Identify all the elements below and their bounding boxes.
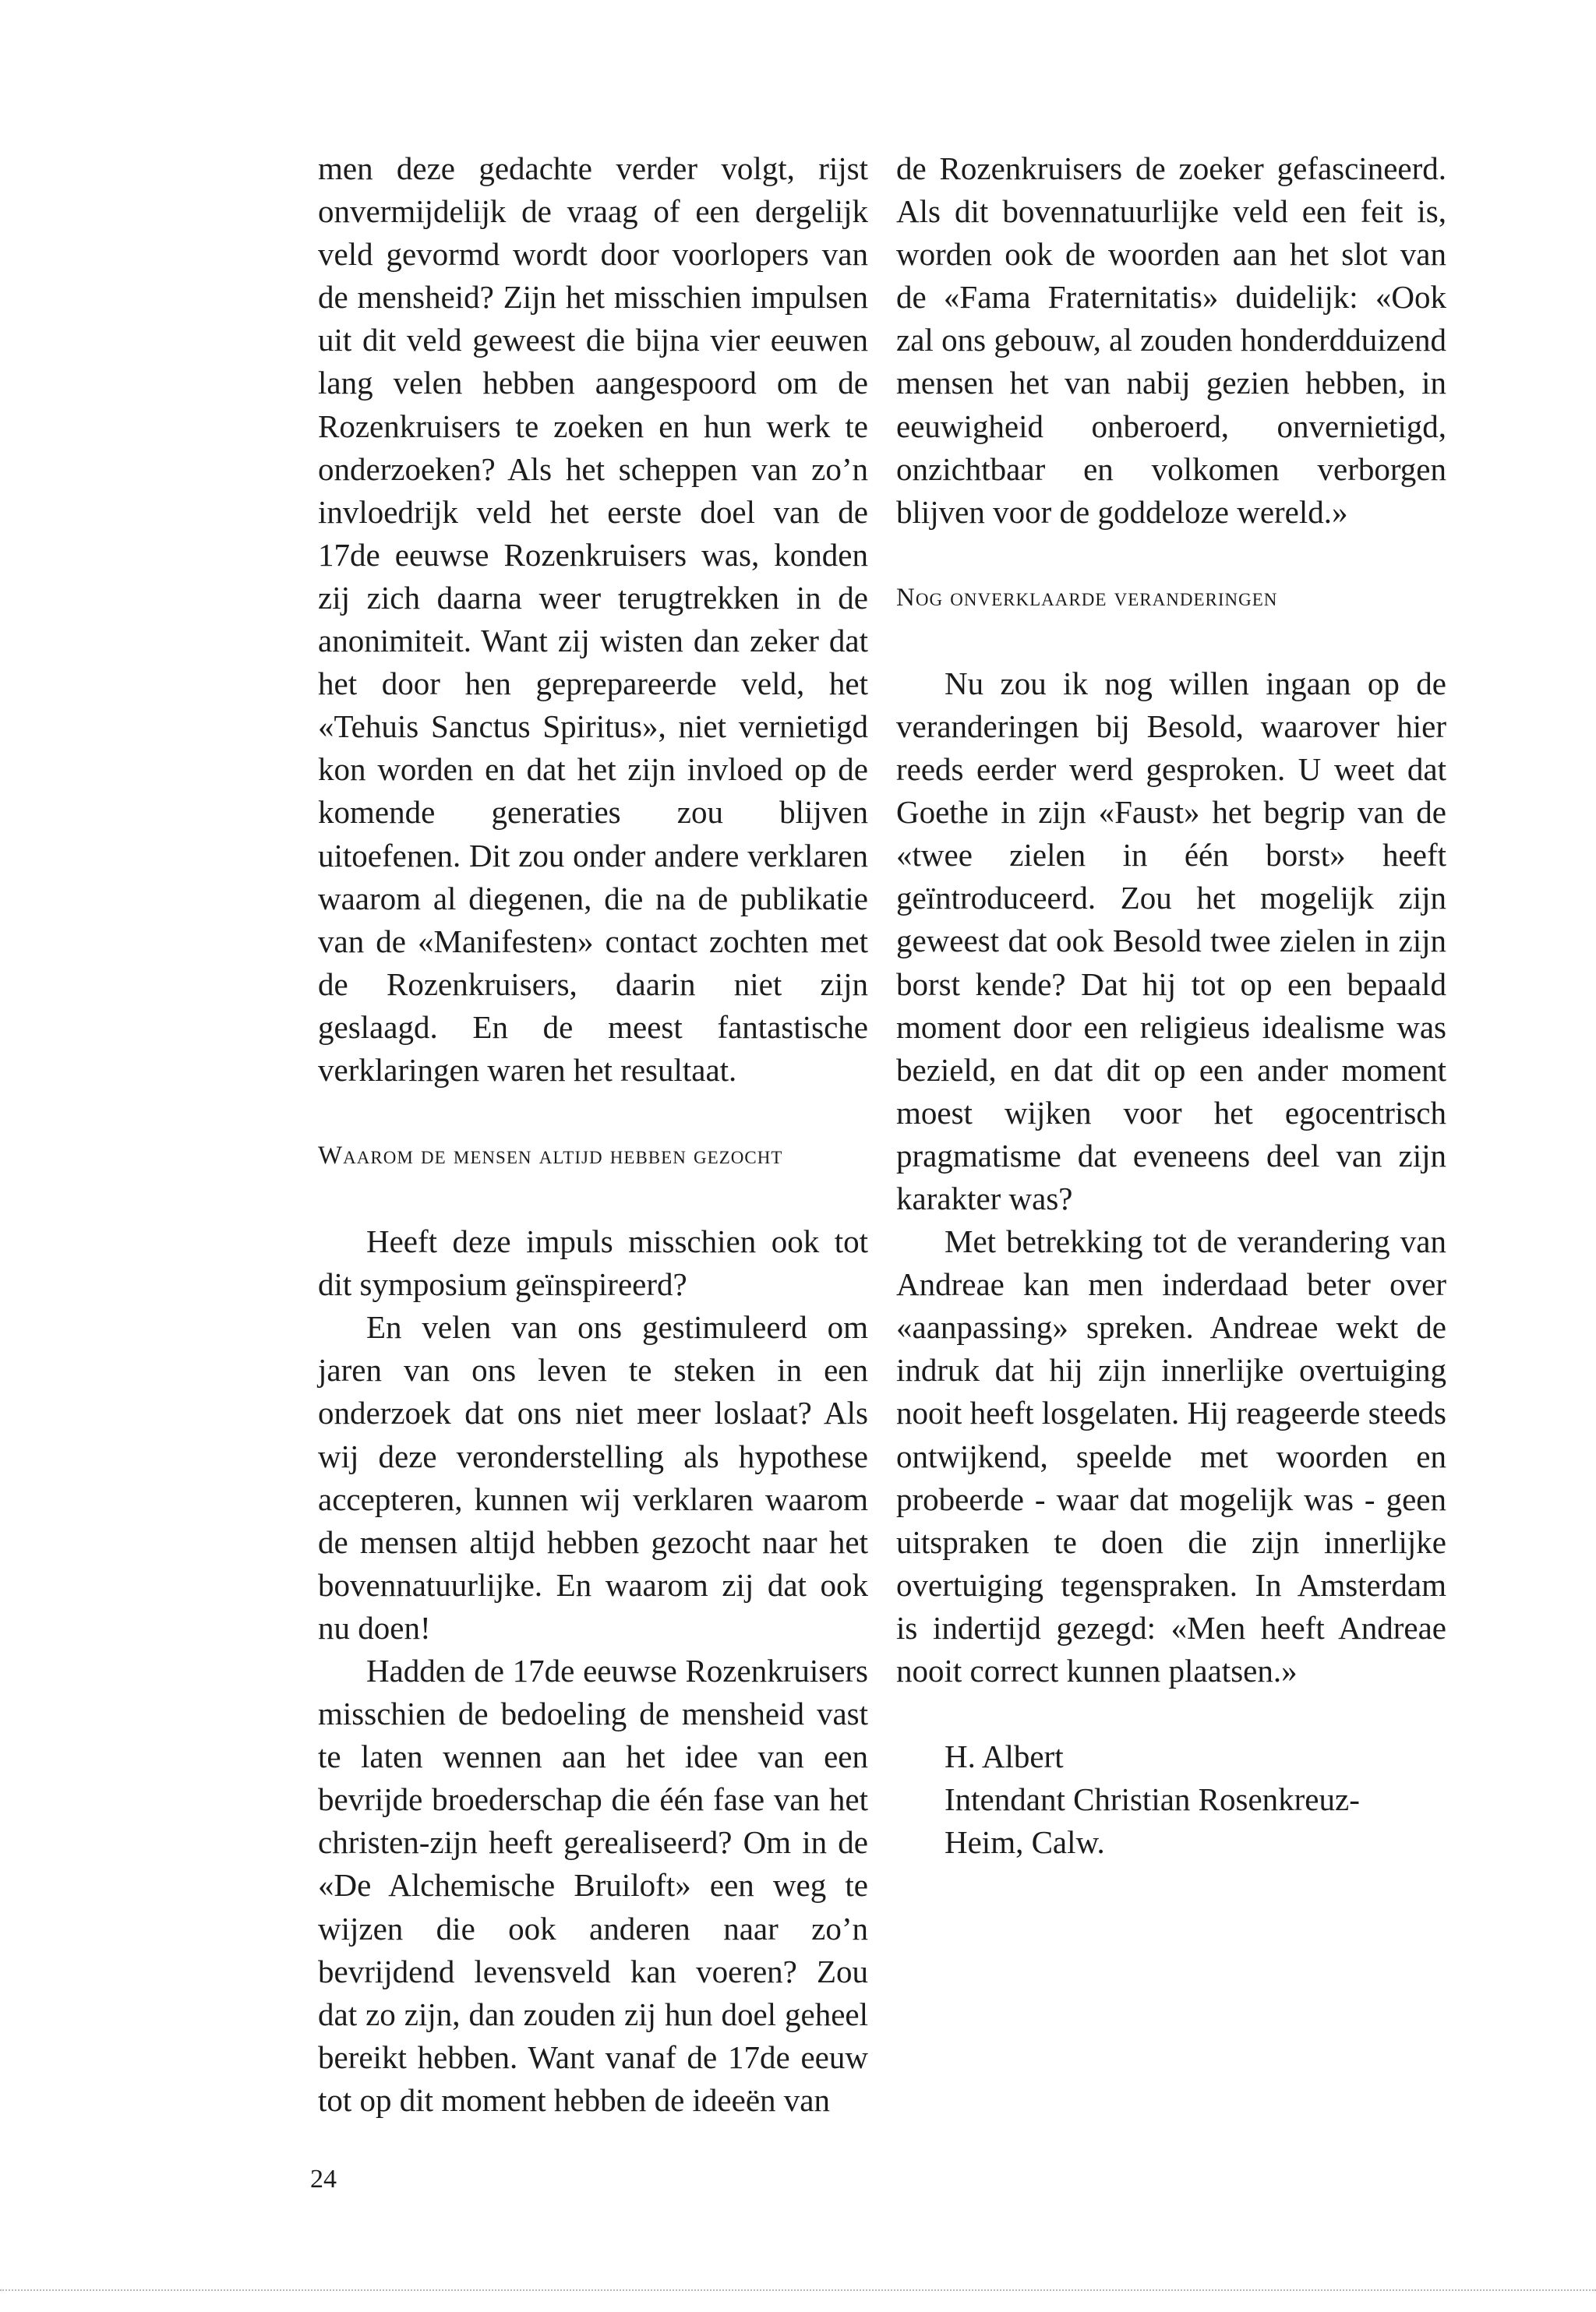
right-column (896, 147, 1446, 1864)
signature-name: H. Albert (945, 1738, 1064, 1775)
section-heading-left: Waarom de mensen altijd hebben gezocht (318, 1142, 783, 1170)
left-paragraph-2: Heeft deze impuls misschien ook tot dit symposium geïnspireerd? (318, 1223, 868, 1303)
right-paragraph-2: Nu zou ik nog willen ingaan op de veranderingen bij Besold, waarover hier reeds eerder werd gesproken. U weet dat Goethe in zijn «Faust» het begrip van de «twee zielen in één borst» heeft geïntroduceerd. Zou het mogelijk zijn geweest dat ook Besold twee zielen in zijn borst kende? Dat hij tot op een bepaald moment door een religieus idealisme was bezield, en dat dit op een ander moment moest wijken voor het egocentrisch pragmatisme dat eveneens deel van zijn karakter was? (896, 665, 1446, 1216)
bottom-divider (0, 2289, 1596, 2291)
signature-title-line-1: Intendant Christian Rosenkreuz- (945, 1781, 1360, 1818)
left-paragraph-1: men deze gedachte verder volgt, rijst onvermijdelijk de vraag of een dergelijk veld gevormd wordt door voorlopers van de mensheid? Zijn het misschien impulsen uit dit veld geweest die bijna vier eeuwen lang velen hebben aangespoord om de Rozenkruisers te zoeken en hun werk te onderzoeken? Als het scheppen van zo’n invloedrijk veld het eerste doel van de 17de eeuwse Rozenkruisers was, konden zij zich daarna weer terugtrekken in de anonimiteit. Want zij wisten dan zeker dat het door hen geprepareerde veld, het «Tehuis Sanctus Spiritus», niet vernietigd kon worden en dat het zijn invloed op de komende generaties zou blijven uitoefenen. Dit zou onder andere verklaren waarom al diegenen, die na de publikatie van de «Manifesten» contact zochten met de Rozenkruisers, daarin niet zijn geslaagd. En de meest fantastische verklaringen waren het resultaat. (318, 150, 868, 1088)
section-heading-right: Nog onverklaarde veranderingen (896, 583, 1278, 612)
signature-block (896, 1735, 1446, 1864)
left-paragraph-4: Hadden de 17de eeuwse Rozenkruisers misschien de bedoeling de mensheid vast te laten wennen aan het idee van een bevrijde broederschap die één fase van het christen-zijn heeft gerealiseerd? Om in de «De Alchemische Bruiloft» een weg te wijzen die ook anderen naar zo’n bevrijdend levensveld kan voeren? Zou dat zo zijn, dan zouden zij hun doel geheel bereikt hebben. Want vanaf de 17de eeuw tot op dit moment hebben de ideeën van (318, 1653, 868, 2118)
right-paragraph-3: Met betrekking tot de verandering van Andreae kan men inderdaad beter over «aanpassing» spreken. Andreae wekt de indruk dat hij zijn innerlijke overtuiging nooit heeft losgelaten. Hij reageerde steeds ontwijkend, speelde met woorden en probeerde - waar dat mogelijk was - geen uitspraken te doen die zijn innerlijke overtuiging tegenspraken. In Amsterdam is indertijd gezegd: «Men heeft Andreae nooit correct kunnen plaatsen.» (896, 1223, 1446, 1689)
right-paragraph-1: de Rozenkruisers de zoeker gefascineerd. Als dit bovennatuurlijke veld een feit is, worden ook de woorden aan het slot van de «Fama Fraternitatis» duidelijk: «Ook zal ons gebouw, al zouden honderdduizend mensen het van nabij gezien hebben, in eeuwigheid onberoerd, onvernietigd, onzichtbaar en volkomen verborgen blijven voor de goddeloze wereld.» (896, 150, 1446, 530)
page-number: 24 (310, 2165, 337, 2194)
left-paragraph-3: En velen van ons gestimuleerd om jaren van ons leven te steken in een onderzoek dat ons niet meer loslaat? Als wij deze veronderstelling als hypothese accepteren, kunnen wij verklaren waarom de mensen altijd hebben gezocht naar het bovennatuurlijke. En waarom zij dat ook nu doen! (318, 1309, 868, 1646)
signature-title-line-2: Heim, Calw. (945, 1824, 1105, 1861)
left-column (318, 147, 868, 2122)
